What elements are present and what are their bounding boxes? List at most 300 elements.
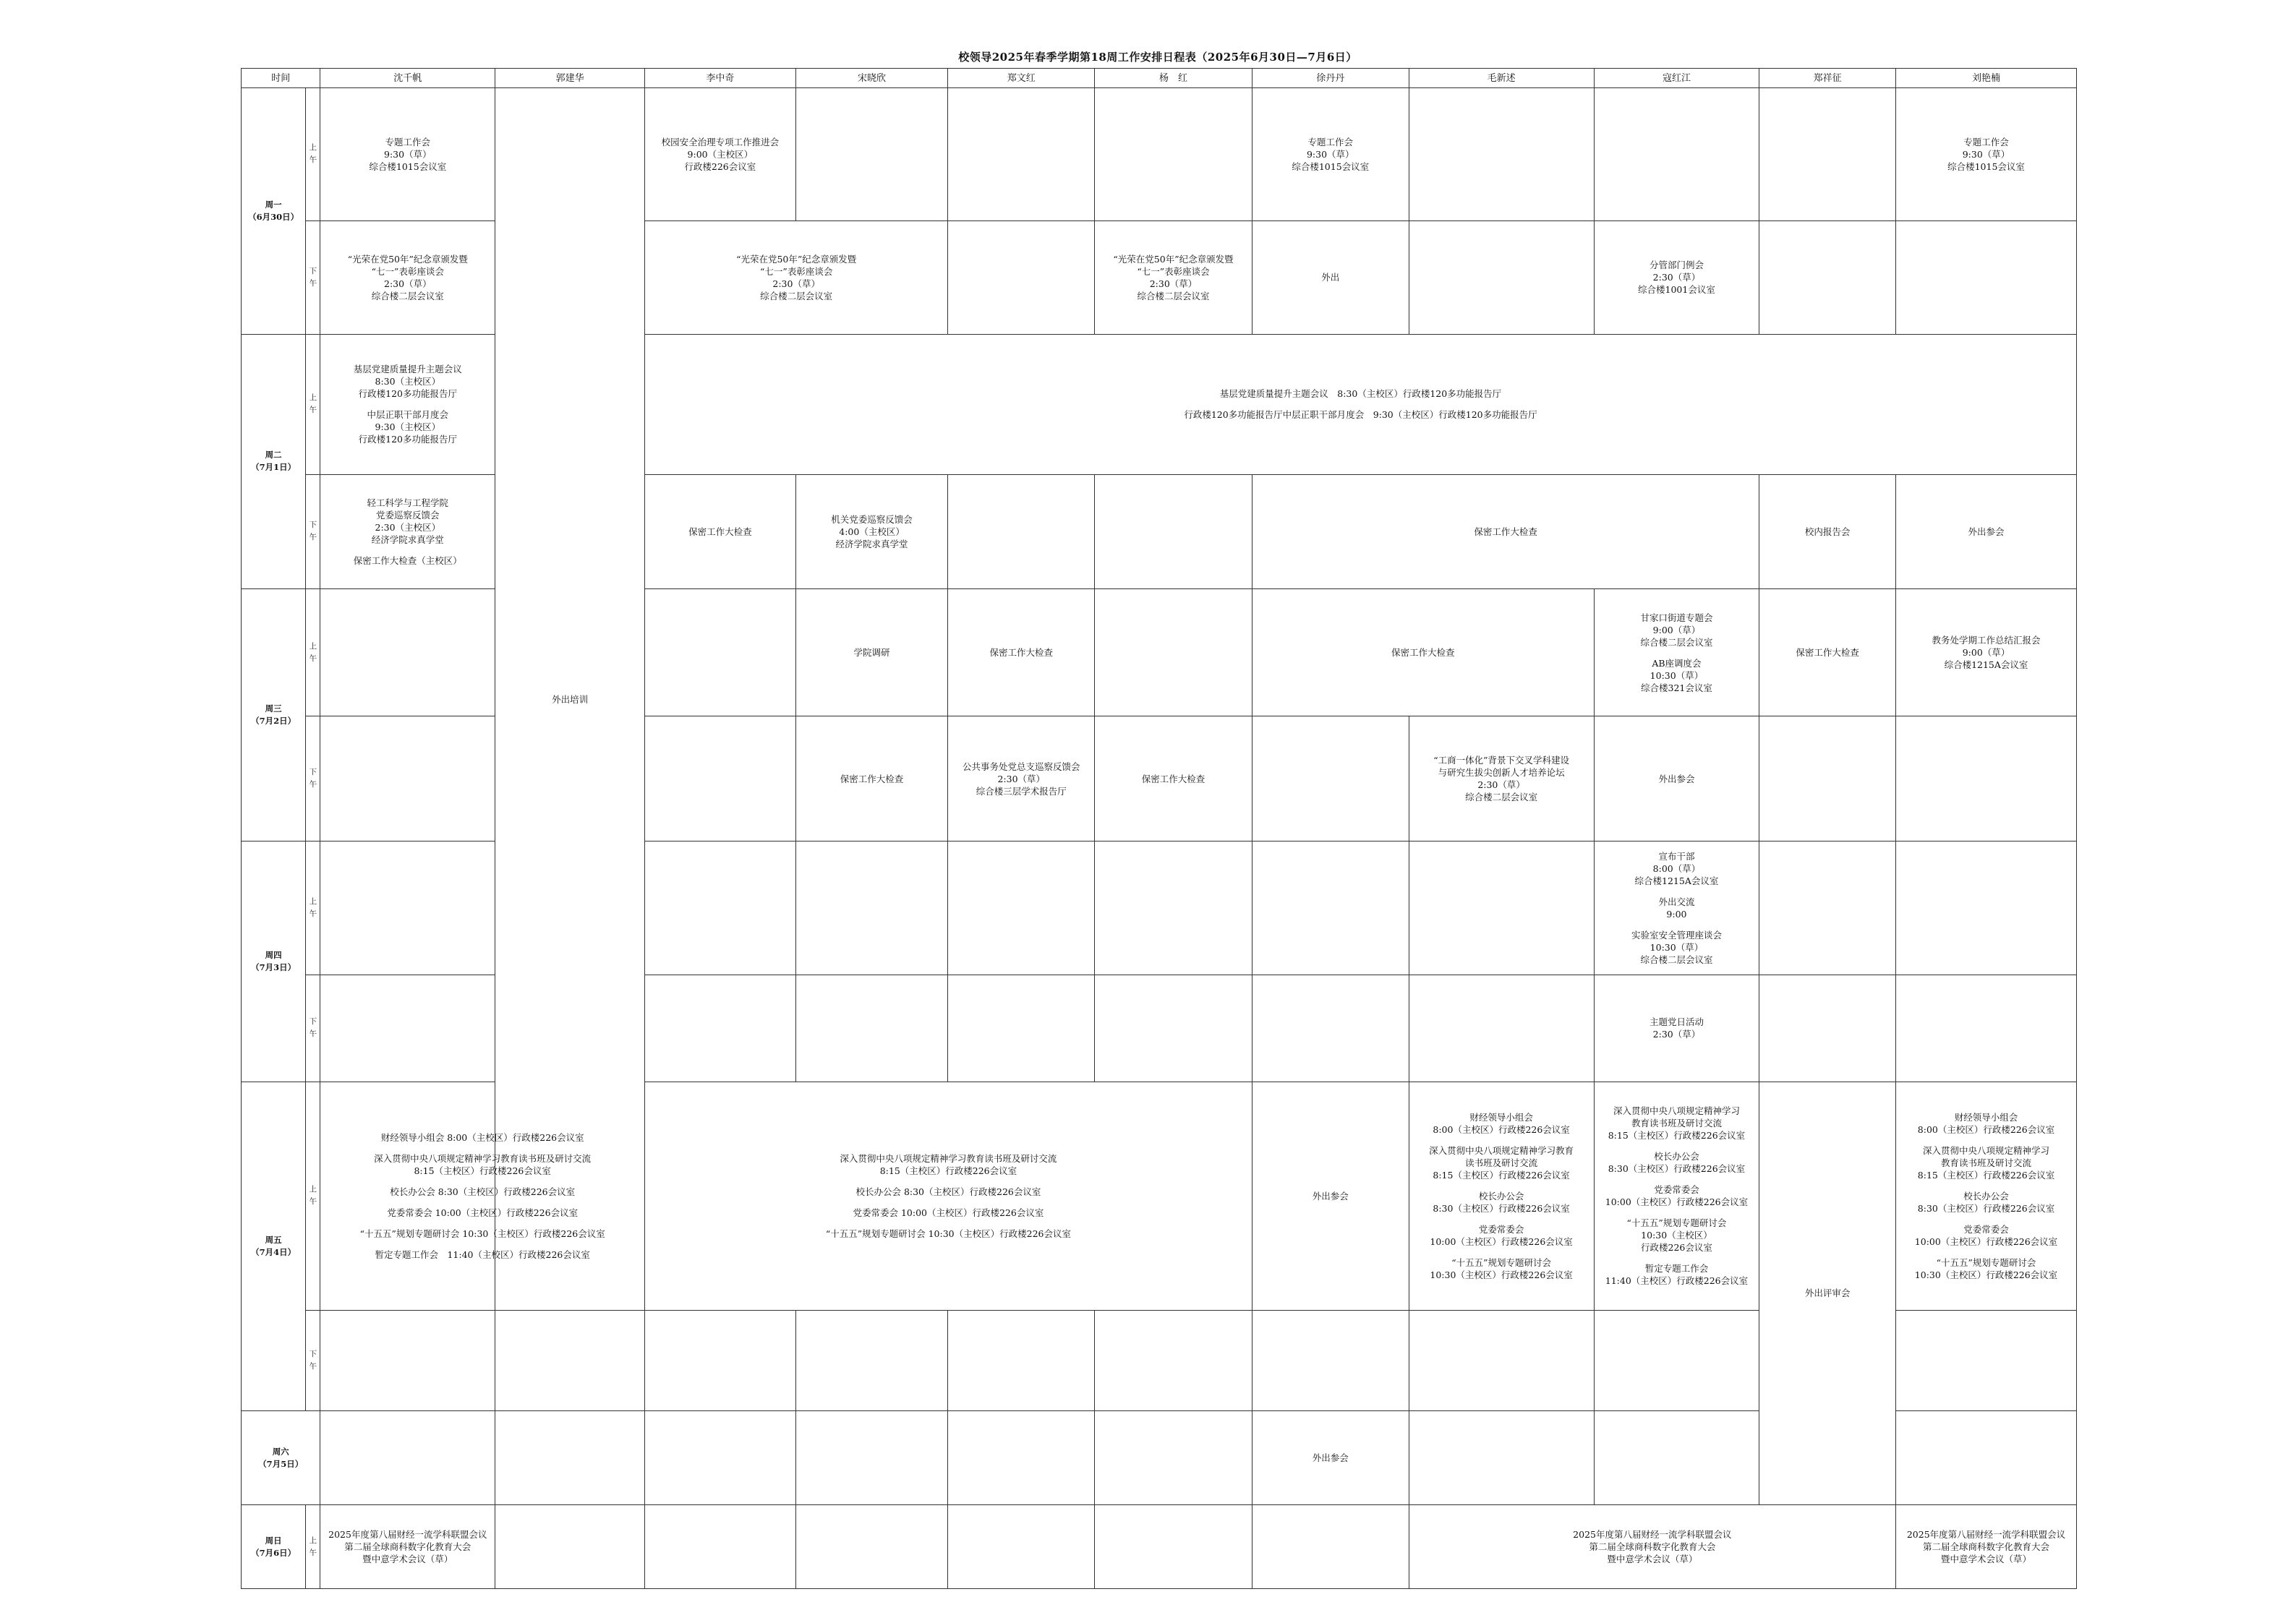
event-line: 轻工科学与工程学院 xyxy=(367,497,449,508)
event-line: 教务处学期工作总结汇报会 xyxy=(1932,635,2041,646)
header-xu: 徐丹丹 xyxy=(1252,69,1409,88)
event-entry xyxy=(1255,526,1756,538)
day-label-mon: 周一 （6月30日） xyxy=(242,88,306,335)
event-line: 2:30（草） xyxy=(384,278,432,289)
event-cell xyxy=(1759,589,1896,716)
event-line: “光荣在党50年”纪念章颁发暨 xyxy=(347,253,468,265)
empty-cell xyxy=(1409,88,1594,221)
row-sun xyxy=(242,1505,2077,1589)
event-line: “十五五”规划专题研讨会 xyxy=(1626,1217,1727,1229)
event-line: 公共事务处党总支巡察反馈会 xyxy=(963,761,1080,772)
empty-cell xyxy=(495,1505,645,1589)
event-entry xyxy=(648,1228,1249,1240)
slot-label: 上午 xyxy=(306,334,320,474)
empty-cell xyxy=(1896,1311,2077,1411)
event-line: 党委常委会 10:00（主校区）行政楼226会议室 xyxy=(853,1207,1044,1218)
event-line: 第二届全球商科数字化教育大会 xyxy=(344,1541,471,1553)
event-entry xyxy=(648,408,2073,421)
event-line: 基层党建质量提升主题会议 8:30（主校区）行政楼120多功能报告厅 xyxy=(1219,388,1502,400)
event-line: 2:30（草） xyxy=(1652,272,1701,283)
event-entry xyxy=(1255,646,1591,659)
event-entry xyxy=(1412,1144,1591,1181)
event-line: 教育读书班及研讨交流 xyxy=(1631,1118,1722,1129)
slot-label: 下午 xyxy=(306,474,320,589)
event-line: 行政楼120多功能报告厅 xyxy=(358,388,457,400)
empty-cell xyxy=(795,88,948,221)
event-cell xyxy=(1409,716,1594,842)
event-entry xyxy=(648,1207,1249,1219)
event-entry xyxy=(1899,634,2073,671)
event-line: 深入贯彻中央八项规定精神学习 xyxy=(1613,1105,1740,1117)
event-entry xyxy=(1255,271,1406,283)
header-kou: 寇红江 xyxy=(1594,69,1759,88)
event-line: 保密工作大检查（主校区） xyxy=(353,554,462,566)
event-line: 8:15（主校区）行政楼226会议室 xyxy=(879,1165,1017,1176)
empty-cell xyxy=(1759,88,1896,221)
header-zheng: 郑祥征 xyxy=(1759,69,1896,88)
event-line: 8:15（主校区）行政楼226会议室 xyxy=(1917,1169,2055,1181)
event-cell xyxy=(320,1505,495,1589)
event-line: “七一”表彰座谈会 xyxy=(371,265,444,277)
event-line: 9:30（主校区） xyxy=(375,421,441,433)
empty-cell xyxy=(948,1311,1095,1411)
empty-cell xyxy=(1759,975,1896,1082)
event-entry xyxy=(1899,526,2073,538)
event-cell xyxy=(1095,220,1252,334)
event-line: 综合楼二层会议室 xyxy=(1465,792,1538,803)
event-line: 第二届全球商科数字化教育大会 xyxy=(1922,1541,2049,1553)
event-cell xyxy=(1594,716,1759,842)
event-line: AB座调度会 xyxy=(1652,657,1702,669)
header-song: 宋晓欣 xyxy=(795,69,948,88)
event-entry xyxy=(648,253,944,302)
event-entry xyxy=(1412,754,1591,803)
event-line: 经济学院求真学堂 xyxy=(371,534,444,545)
empty-cell xyxy=(795,1410,948,1505)
event-line: 暂定专题工作会 xyxy=(1644,1263,1709,1275)
header-zhengwh: 郑文红 xyxy=(948,69,1095,88)
event-line: 深入贯彻中央八项规定精神学习教育读书班及研讨交流 xyxy=(840,1152,1057,1164)
slot-label: 下午 xyxy=(306,1311,320,1411)
empty-cell xyxy=(948,474,1095,589)
event-line: “光荣在党50年”纪念章颁发暨 xyxy=(736,253,857,265)
empty-cell xyxy=(1896,841,2077,975)
event-line: 与研究生拔尖创新人才培养论坛 xyxy=(1438,767,1565,779)
event-line: 2025年度第八届财经一流学科联盟会议 xyxy=(1906,1529,2066,1541)
event-line: 机关党委巡察反馈会 xyxy=(831,513,913,525)
event-entry xyxy=(1597,259,1757,296)
empty-cell xyxy=(948,1410,1095,1505)
event-line: 教育读书班及研讨交流 xyxy=(1940,1157,2031,1168)
event-entry xyxy=(1597,1262,1757,1287)
event-entry xyxy=(648,526,793,538)
event-line: 财经领导小组会 xyxy=(1954,1111,2018,1123)
event-line: 8:15（主校区）行政楼226会议室 xyxy=(1433,1169,1570,1181)
event-entry xyxy=(323,1528,492,1565)
empty-cell xyxy=(1594,1311,1759,1411)
empty-cell xyxy=(495,1410,645,1505)
empty-cell xyxy=(1095,474,1252,589)
event-line: 8:00（主校区）行政楼226会议室 xyxy=(1917,1123,2055,1135)
empty-cell xyxy=(1594,1410,1759,1505)
event-entry xyxy=(799,646,945,659)
empty-cell xyxy=(1095,1410,1252,1505)
event-line: “十五五”规划专题研讨会 xyxy=(1936,1256,2036,1268)
day-label-thu: 周四 （7月3日） xyxy=(242,841,306,1082)
event-line: 财经领导小组会 8:00（主校区）行政楼226会议室 xyxy=(380,1131,584,1143)
event-entry xyxy=(1899,136,2073,173)
empty-cell xyxy=(795,841,948,975)
event-cell xyxy=(644,334,2076,474)
empty-cell xyxy=(1409,975,1594,1082)
event-entry xyxy=(1412,1256,1591,1281)
event-line: 暨中意学术会议（草） xyxy=(1607,1554,1698,1565)
event-entry xyxy=(1762,646,1892,659)
event-cell xyxy=(1594,1082,1759,1311)
empty-cell xyxy=(948,88,1095,221)
event-cell xyxy=(644,1082,1252,1311)
event-line: 8:30（主校区）行政楼226会议室 xyxy=(1433,1202,1570,1214)
event-entry xyxy=(1412,1528,1892,1565)
header-time: 时间 xyxy=(242,69,320,88)
empty-cell xyxy=(1409,841,1594,975)
event-line: 行政楼226会议室 xyxy=(684,160,756,172)
row-mon-am xyxy=(242,88,2077,221)
event-line: 保密工作大检查 xyxy=(989,647,1054,659)
event-entry xyxy=(323,497,492,546)
event-line: 第二届全球商科数字化教育大会 xyxy=(1589,1541,1716,1553)
event-line: 综合楼321会议室 xyxy=(1641,682,1712,693)
header-mao: 毛新述 xyxy=(1409,69,1594,88)
event-line: 综合楼1215A会议室 xyxy=(1634,875,1719,886)
event-entry xyxy=(323,554,492,567)
event-cell xyxy=(1409,1505,1895,1589)
event-line: 专题工作会 xyxy=(385,136,431,147)
event-line: 综合楼二层会议室 xyxy=(760,290,833,301)
event-cell xyxy=(320,334,495,474)
row-fri-am xyxy=(242,1082,2077,1311)
event-line: 综合楼1215A会议室 xyxy=(1944,659,2028,671)
header-liuyn: 刘艳楠 xyxy=(1896,69,2077,88)
event-line: 10:30（主校区）行政楼226会议室 xyxy=(1914,1269,2058,1280)
empty-cell xyxy=(1759,220,1896,334)
event-entry xyxy=(648,1186,1249,1198)
event-line: 综合楼1015会议室 xyxy=(1947,160,2025,172)
event-entry xyxy=(951,761,1091,797)
event-line: 9:00（草） xyxy=(1962,647,2010,659)
event-entry xyxy=(1597,1105,1757,1142)
event-entry xyxy=(1899,1111,2073,1136)
event-line: 中层正职干部月度会 xyxy=(367,409,449,421)
event-line: 财经领导小组会 xyxy=(1469,1111,1533,1123)
slot-label: 下午 xyxy=(306,975,320,1082)
event-line: 党委常委会 xyxy=(1478,1223,1524,1235)
page-title: 校领导2025年春季学期第18周工作安排日程表（2025年6月30日—7月6日） xyxy=(958,51,1357,64)
empty-cell xyxy=(320,1410,495,1505)
event-cell xyxy=(1252,474,1759,589)
empty-cell xyxy=(1095,841,1252,975)
event-line: 行政楼226会议室 xyxy=(1641,1242,1712,1254)
empty-cell xyxy=(1409,220,1594,334)
event-line: 深入贯彻中央八项规定精神学习教育读书班及研讨交流 xyxy=(374,1152,592,1164)
day-label-sat: 周六 （7月5日） xyxy=(242,1410,320,1505)
event-line: “七一”表彰座谈会 xyxy=(1137,265,1210,277)
event-line: 8:30（主校区） xyxy=(375,376,441,387)
event-line: 校内报告会 xyxy=(1804,526,1851,537)
event-line: 甘家口街道专题会 xyxy=(1640,612,1713,623)
empty-cell xyxy=(1896,220,2077,334)
event-entry xyxy=(1899,1190,2073,1215)
event-cell xyxy=(1594,841,1759,975)
event-line: 8:30（主校区）行政楼226会议室 xyxy=(1608,1163,1746,1175)
day-label-sun: 周日 （7月6日） xyxy=(242,1505,306,1589)
event-line: 外出参会 xyxy=(1312,1452,1349,1464)
event-line: 保密工作大检查 xyxy=(688,526,752,537)
event-line: 8:00（草） xyxy=(1652,862,1701,874)
schedule-table xyxy=(241,68,2077,1589)
empty-cell xyxy=(1252,975,1409,1082)
event-cell xyxy=(1252,1082,1409,1311)
event-cell xyxy=(1252,88,1409,221)
event-line: 校园安全治理专项工作推进会 xyxy=(661,136,780,147)
event-cell xyxy=(1252,589,1594,716)
event-cell xyxy=(1095,716,1252,842)
event-line: “十五五”规划专题研讨会 xyxy=(1451,1256,1551,1268)
event-entry xyxy=(1899,1528,2073,1565)
event-line: 分管部门例会 xyxy=(1649,260,1704,271)
empty-cell xyxy=(1896,1410,2077,1505)
event-line: 校长办公会 8:30（主校区）行政楼226会议室 xyxy=(390,1186,576,1197)
event-line: 8:30（主校区）行政楼226会议室 xyxy=(1917,1202,2055,1214)
empty-cell xyxy=(1594,88,1759,221)
header-row xyxy=(242,69,2077,88)
event-cell xyxy=(1896,1505,2077,1589)
event-line: 2:30（草） xyxy=(772,278,820,289)
header-li: 李中奇 xyxy=(644,69,795,88)
event-line: 9:30（草） xyxy=(384,148,432,160)
empty-cell xyxy=(644,589,795,716)
event-cell xyxy=(1409,1082,1594,1311)
empty-cell xyxy=(1252,1505,1409,1589)
event-line: 党委常委会 10:00（主校区）行政楼226会议室 xyxy=(387,1207,579,1218)
empty-cell xyxy=(1896,975,2077,1082)
event-line: 党委巡察反馈会 xyxy=(376,509,440,521)
event-line: 综合楼三层学术报告厅 xyxy=(976,785,1067,797)
event-entry xyxy=(1255,136,1406,173)
event-cell xyxy=(1594,589,1759,716)
event-entry xyxy=(1899,1144,2073,1181)
empty-cell xyxy=(1252,716,1409,842)
event-line: 10:30（主校区） xyxy=(1641,1230,1712,1241)
event-line: 2:30（草） xyxy=(1652,1029,1701,1040)
event-cell xyxy=(320,1082,645,1311)
event-line: 外出交流 xyxy=(1658,896,1695,907)
event-entry xyxy=(1597,1217,1757,1254)
event-line: 综合楼二层会议室 xyxy=(1640,636,1713,648)
event-cell xyxy=(644,88,795,221)
empty-cell xyxy=(644,975,795,1082)
slot-label: 上午 xyxy=(306,1505,320,1589)
event-line: 外出评审会 xyxy=(1804,1288,1851,1299)
empty-cell xyxy=(1095,1505,1252,1589)
day-label-wed: 周三 （7月2日） xyxy=(242,589,306,842)
event-cell xyxy=(1252,1410,1409,1505)
event-line: 保密工作大检查 xyxy=(1391,647,1455,659)
header-yang: 杨 红 xyxy=(1095,69,1252,88)
event-line: 深入贯彻中央八项规定精神学习 xyxy=(1922,1144,2049,1156)
slot-label: 上午 xyxy=(306,589,320,716)
empty-cell xyxy=(1409,1410,1594,1505)
event-cell xyxy=(1759,474,1896,589)
empty-cell xyxy=(320,716,495,842)
empty-cell xyxy=(320,1311,495,1411)
empty-cell xyxy=(644,1505,795,1589)
event-line: 行政楼120多功能报告厅 xyxy=(358,434,457,445)
event-line: 党委常委会 xyxy=(1654,1184,1699,1196)
event-cell xyxy=(1252,220,1409,334)
event-entry xyxy=(1597,896,1757,920)
empty-cell xyxy=(320,589,495,716)
event-line: 保密工作大检查 xyxy=(1474,526,1537,537)
event-cell xyxy=(948,589,1095,716)
event-entry xyxy=(1597,1150,1757,1175)
event-entry xyxy=(1098,253,1249,302)
event-line: 校长办公会 8:30（主校区）行政楼226会议室 xyxy=(855,1186,1041,1197)
slot-label: 下午 xyxy=(306,220,320,334)
event-cell xyxy=(948,716,1095,842)
event-line: “十五五”规划专题研讨会 10:30（主校区）行政楼226会议室 xyxy=(825,1228,1071,1239)
event-entry xyxy=(323,1186,641,1198)
event-cell xyxy=(1896,1082,2077,1311)
event-cell xyxy=(795,474,948,589)
empty-cell xyxy=(320,841,495,975)
empty-cell xyxy=(795,975,948,1082)
event-line: 校长办公会 xyxy=(1963,1190,2009,1202)
event-line: 10:30（草） xyxy=(1650,941,1704,953)
empty-cell xyxy=(644,841,795,975)
event-line: 专题工作会 xyxy=(1307,136,1354,147)
event-cell xyxy=(795,716,948,842)
event-line: 9:00（主校区） xyxy=(687,148,754,160)
event-line: 4:00（主校区） xyxy=(839,526,905,537)
empty-cell xyxy=(948,975,1095,1082)
event-entry xyxy=(648,387,2073,400)
event-line: 暨中意学术会议（草） xyxy=(1940,1554,2031,1565)
slot-label: 上午 xyxy=(306,88,320,221)
slot-label: 上午 xyxy=(306,1082,320,1311)
event-line: 10:00（主校区）行政楼226会议室 xyxy=(1605,1196,1749,1208)
event-line: 9:30（草） xyxy=(1306,148,1354,160)
event-entry xyxy=(323,408,492,445)
event-entry xyxy=(648,136,793,173)
empty-cell xyxy=(1095,1311,1252,1411)
event-line: “七一”表彰座谈会 xyxy=(760,265,833,277)
event-line: 综合楼1015会议室 xyxy=(1292,160,1370,172)
event-line: 9:00 xyxy=(1666,908,1687,920)
event-entry xyxy=(323,1228,641,1240)
empty-cell xyxy=(320,975,495,1082)
event-cell xyxy=(320,220,495,334)
event-line: 外出参会 xyxy=(1312,1190,1349,1202)
event-entry xyxy=(1597,1016,1757,1040)
event-cell xyxy=(795,589,948,716)
event-entry xyxy=(1597,657,1757,694)
empty-cell xyxy=(948,220,1095,334)
event-line: 9:30（草） xyxy=(1962,148,2010,160)
empty-cell xyxy=(1409,1311,1594,1411)
event-entry xyxy=(1597,612,1757,648)
event-entry xyxy=(1412,1223,1591,1248)
event-entry xyxy=(1412,1190,1591,1215)
event-line: 保密工作大检查 xyxy=(840,773,904,784)
event-line: 综合楼二层会议室 xyxy=(371,290,444,301)
event-line: 暨中意学术会议（草） xyxy=(362,1554,453,1565)
event-entry xyxy=(323,1207,641,1219)
empty-cell xyxy=(644,716,795,842)
empty-cell xyxy=(1095,88,1252,221)
event-line: 保密工作大检查 xyxy=(1141,773,1205,784)
event-entry xyxy=(323,363,492,400)
event-line: 宣布干部 xyxy=(1658,850,1695,862)
event-line: 学院调研 xyxy=(853,647,890,659)
event-entry xyxy=(648,1152,1249,1177)
event-line: 专题工作会 xyxy=(1963,136,2009,147)
event-line: 读书班及研讨交流 xyxy=(1465,1157,1538,1168)
event-line: 8:15（主校区）行政楼226会议室 xyxy=(1608,1130,1746,1142)
event-entry xyxy=(1597,929,1757,966)
event-line: 综合楼1001会议室 xyxy=(1638,284,1715,296)
event-cell xyxy=(1759,1082,1896,1505)
event-line: 2:30（草） xyxy=(1477,779,1525,791)
empty-cell xyxy=(1759,841,1896,975)
event-entry xyxy=(1899,1256,2073,1281)
event-line: 主题党日活动 xyxy=(1649,1016,1704,1028)
event-entry xyxy=(799,773,945,785)
event-line: 2:30（草） xyxy=(1149,278,1198,289)
empty-cell xyxy=(1896,716,2077,842)
event-line: 10:00（主校区）行政楼226会议室 xyxy=(1914,1236,2058,1247)
event-line: 11:40（主校区）行政楼226会议室 xyxy=(1605,1275,1749,1287)
event-entry xyxy=(323,253,492,302)
empty-cell xyxy=(1252,1311,1409,1411)
event-entry xyxy=(323,1249,641,1261)
event-entry xyxy=(1098,773,1249,785)
event-line: “光荣在党50年”纪念章颁发暨 xyxy=(1113,253,1234,265)
event-cell xyxy=(1896,88,2077,221)
event-entry xyxy=(1762,1287,1892,1299)
event-entry xyxy=(799,513,945,550)
event-cell xyxy=(1594,975,1759,1082)
event-line: 综合楼1015会议室 xyxy=(369,160,447,172)
event-line: “工商一体化”背景下交叉学科建设 xyxy=(1433,755,1569,766)
empty-cell xyxy=(948,1505,1095,1589)
event-line: 外出培训 xyxy=(552,693,589,705)
event-cell xyxy=(320,474,495,589)
day-label-tue: 周二 （7月1日） xyxy=(242,334,306,589)
event-entry xyxy=(498,693,641,706)
event-entry xyxy=(1412,1111,1591,1136)
event-line: 综合楼二层会议室 xyxy=(1640,954,1713,965)
event-line: 2:30（主校区） xyxy=(375,521,441,533)
event-entry xyxy=(1255,1452,1406,1464)
empty-cell xyxy=(644,1311,795,1411)
event-cell xyxy=(1896,589,2077,716)
event-line: 行政楼120多功能报告厅中层正职干部月度会 9:30（主校区）行政楼120多功能报告厅 xyxy=(1184,409,1537,421)
event-entry xyxy=(1597,773,1757,785)
event-line: 2:30（草） xyxy=(997,773,1046,784)
event-line: 综合楼二层会议室 xyxy=(1137,290,1210,301)
event-line: 深入贯彻中央八项规定精神学习教育 xyxy=(1429,1144,1574,1156)
